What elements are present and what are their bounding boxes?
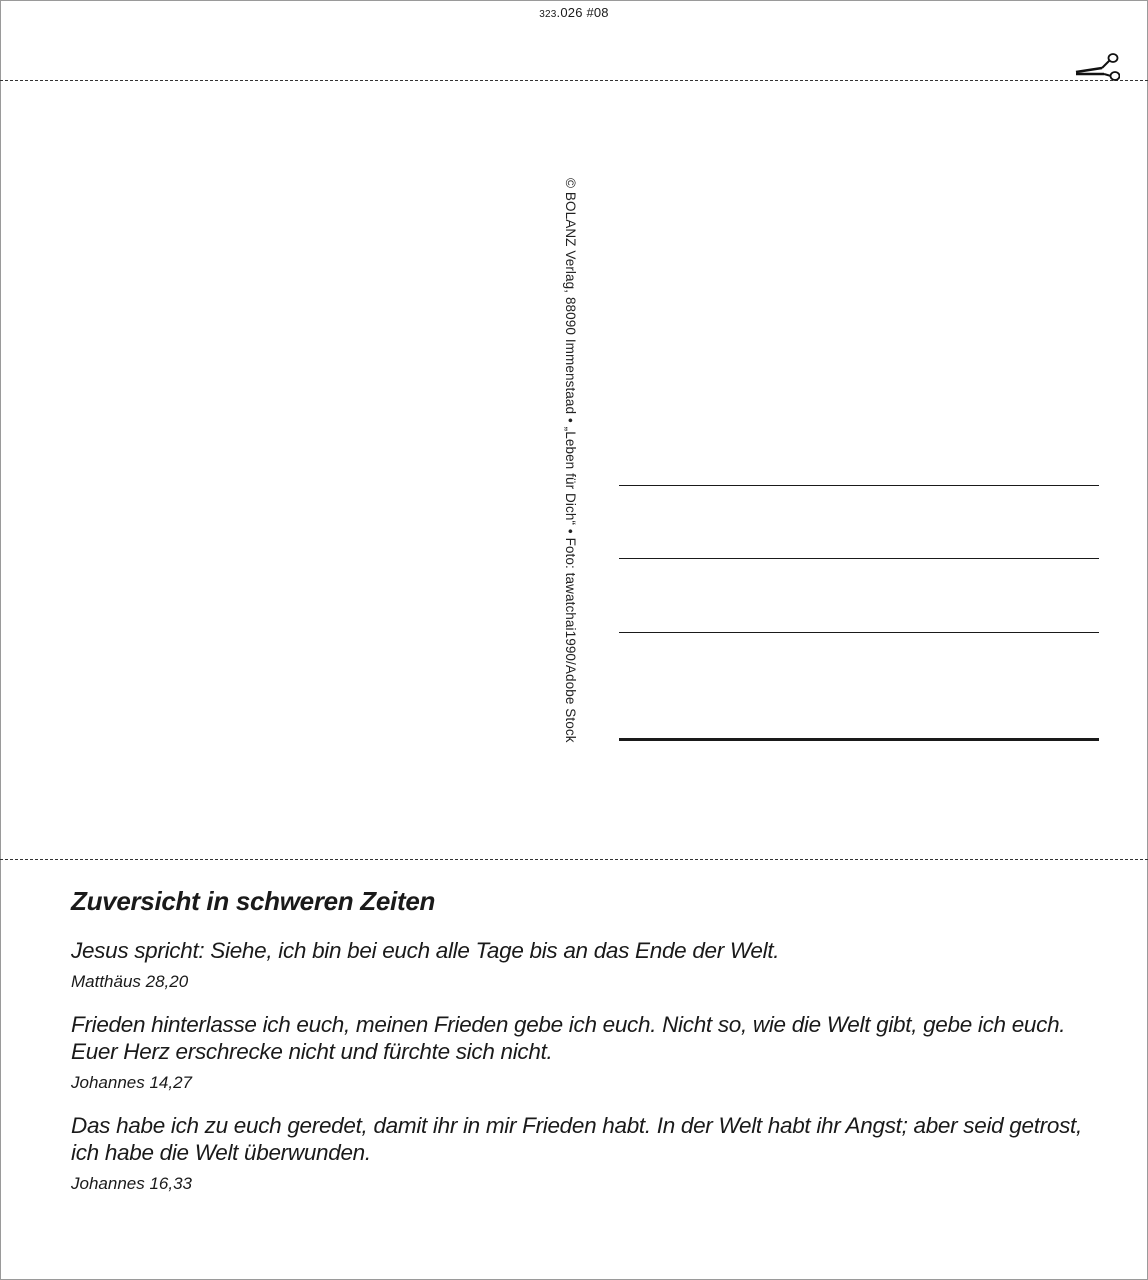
cut-line-bottom (0, 859, 1148, 860)
quote-reference: Johannes 16,33 (71, 1174, 192, 1193)
address-line (619, 558, 1099, 559)
address-line (619, 632, 1099, 633)
product-code-prefix: 323 (539, 9, 557, 20)
quote (71, 1112, 1091, 1194)
quote-reference: Johannes 14,27 (71, 1073, 192, 1092)
card-title: Zuversicht in schweren Zeiten (71, 886, 436, 916)
quote-text: Frieden hinterlasse ich euch, meinen Frieden gebe ich euch. Nicht so, wie die Welt gibt, gebe ich euch. Euer Herz erschrecke nicht und fürchte sich nicht. (71, 1012, 1066, 1064)
photo-credit: © BOLANZ Verlag, 88090 Immenstaad • „Leben für Dich“ • Foto: tawatchai1990/Adobe Stock (563, 178, 578, 743)
cut-line-top (0, 80, 1148, 81)
quote (71, 937, 1091, 992)
address-line (619, 485, 1099, 486)
address-line-bottom (619, 738, 1099, 741)
quote-reference: Matthäus 28,20 (71, 972, 189, 991)
scissors-icon (1074, 52, 1120, 82)
quote-text: Jesus spricht: Siehe, ich bin bei euch alle Tage bis an das Ende der Welt. (71, 938, 780, 963)
quote-text: Das habe ich zu euch geredet, damit ihr in mir Frieden habt. In der Welt habt ihr Angst; aber seid getrost, ich habe die Welt überwunden. (71, 1113, 1082, 1165)
quote (71, 1011, 1091, 1093)
card-content (71, 886, 1091, 1213)
product-code-main: .026 #08 (556, 5, 609, 20)
product-code (0, 5, 1148, 20)
